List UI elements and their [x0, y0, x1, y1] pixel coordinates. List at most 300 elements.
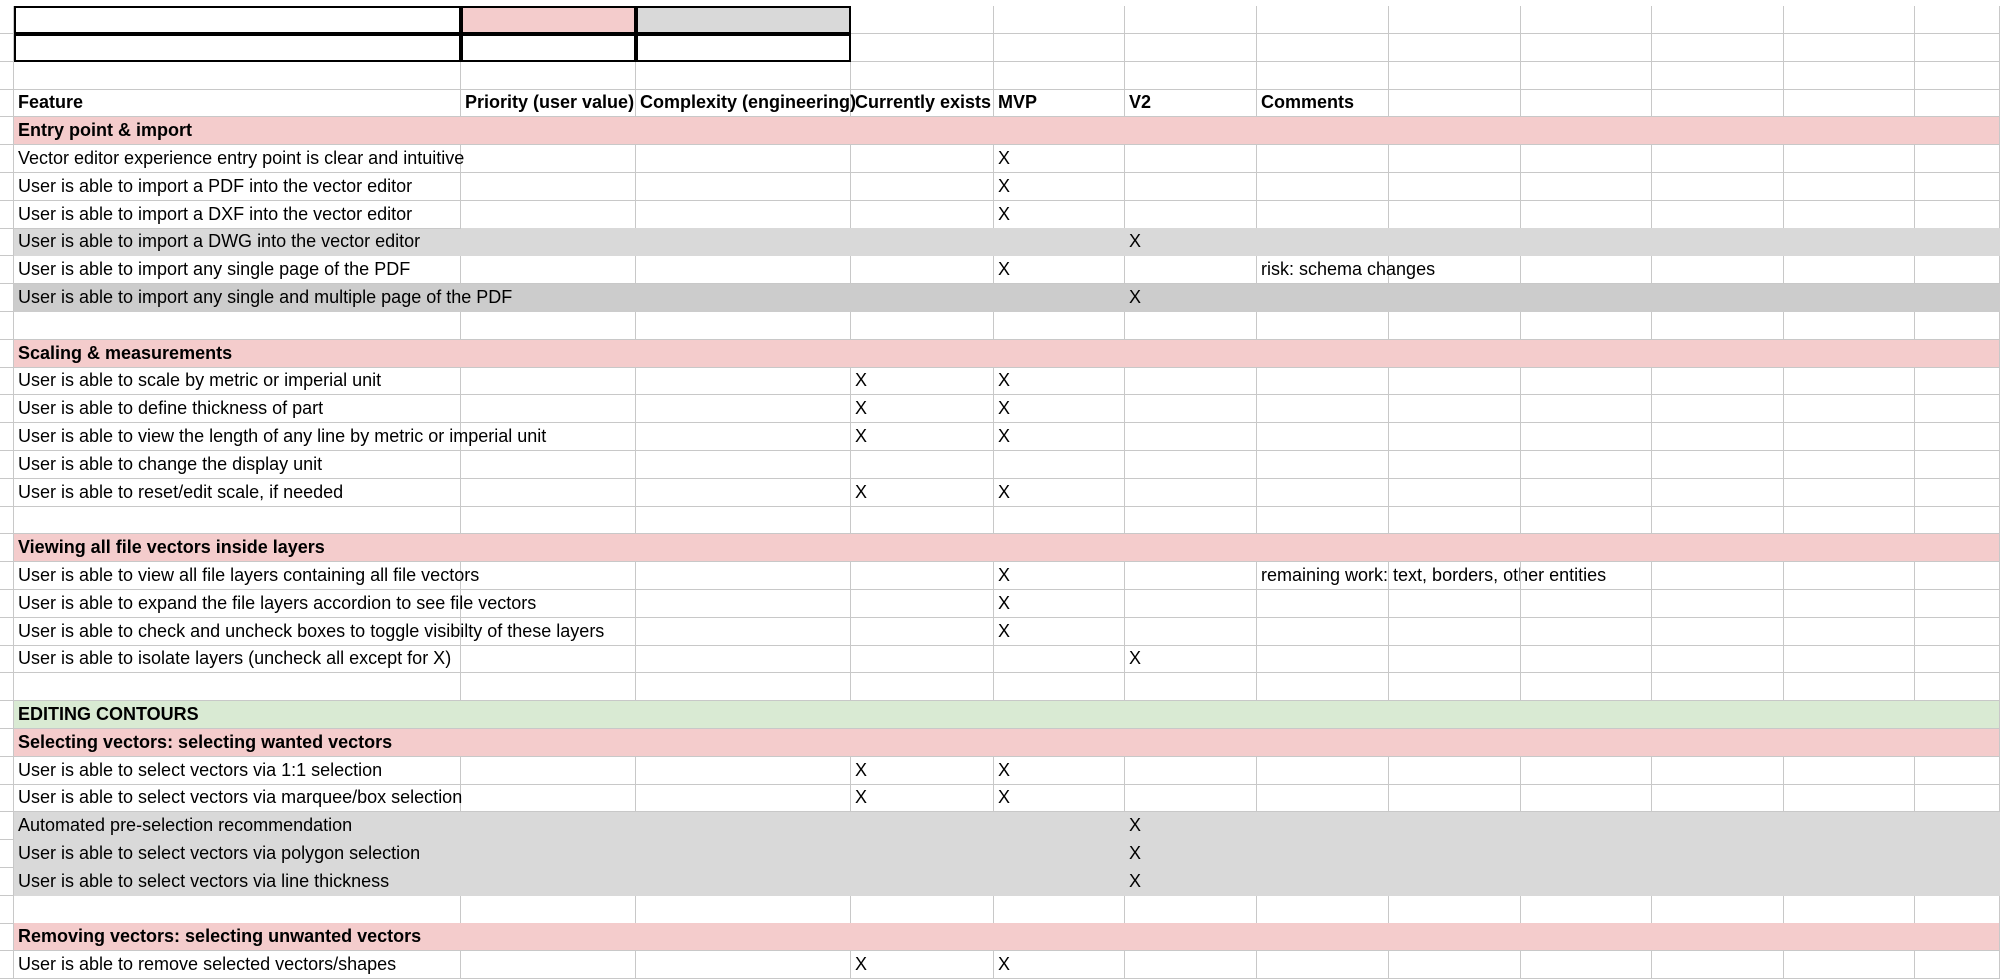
- cell[interactable]: [1652, 395, 1784, 423]
- cell[interactable]: [1389, 451, 1521, 479]
- v2-mark[interactable]: [1125, 562, 1257, 590]
- cell[interactable]: [1784, 673, 1915, 701]
- comment-cell[interactable]: [1257, 590, 1389, 618]
- mvp-mark[interactable]: X: [994, 562, 1125, 590]
- cell[interactable]: [1521, 757, 1652, 785]
- cell[interactable]: [1652, 62, 1784, 90]
- complexity-cell[interactable]: [636, 951, 851, 979]
- cell[interactable]: [1389, 506, 1521, 534]
- cell[interactable]: [994, 506, 1125, 534]
- mvp-mark[interactable]: X: [994, 367, 1125, 395]
- mvp-mark[interactable]: X: [994, 784, 1125, 812]
- cell[interactable]: [1257, 34, 1389, 62]
- cell[interactable]: [1521, 395, 1652, 423]
- cell[interactable]: [1784, 896, 1915, 924]
- cell[interactable]: [1389, 757, 1521, 785]
- cell[interactable]: [851, 312, 994, 340]
- cell[interactable]: [994, 62, 1125, 90]
- mvp-mark[interactable]: X: [994, 395, 1125, 423]
- currently-exists-mark[interactable]: [851, 256, 994, 284]
- currently-exists-mark[interactable]: X: [851, 757, 994, 785]
- comment-cell[interactable]: [1257, 645, 1389, 673]
- v2-mark[interactable]: [1125, 173, 1257, 201]
- row-gutter[interactable]: [0, 145, 14, 173]
- cell[interactable]: [1784, 590, 1915, 618]
- cell[interactable]: [1521, 367, 1652, 395]
- section-title[interactable]: EDITING CONTOURS: [14, 701, 2000, 729]
- cell[interactable]: [1915, 590, 2000, 618]
- cell[interactable]: [636, 673, 851, 701]
- complexity-cell[interactable]: [636, 395, 851, 423]
- complexity-cell[interactable]: [636, 784, 851, 812]
- feature-text[interactable]: User is able to import any single page of the PDF: [14, 256, 461, 284]
- cell[interactable]: [1652, 951, 1784, 979]
- v2-mark[interactable]: [1125, 951, 1257, 979]
- comment-cell[interactable]: [1257, 201, 1389, 229]
- cell[interactable]: [1521, 201, 1652, 229]
- comment-cell[interactable]: [1257, 618, 1389, 646]
- currently-exists-mark[interactable]: [851, 451, 994, 479]
- cell[interactable]: [636, 62, 851, 90]
- cell[interactable]: [1784, 951, 1915, 979]
- cell[interactable]: [1521, 951, 1652, 979]
- feature-text[interactable]: User is able to import a DWG into the vector editor: [14, 228, 1125, 256]
- cell[interactable]: [1915, 757, 2000, 785]
- cell[interactable]: [1521, 784, 1652, 812]
- cell[interactable]: [851, 34, 994, 62]
- cell[interactable]: [0, 312, 14, 340]
- cell[interactable]: [1389, 173, 1521, 201]
- currently-exists-mark[interactable]: [851, 145, 994, 173]
- cell[interactable]: [1652, 34, 1784, 62]
- cell[interactable]: [0, 506, 14, 534]
- section-title[interactable]: Scaling & measurements: [14, 340, 2000, 368]
- v2-mark[interactable]: X: [1125, 840, 2000, 868]
- cell[interactable]: [1652, 645, 1784, 673]
- cell[interactable]: [1915, 479, 2000, 507]
- cell[interactable]: [994, 6, 1125, 34]
- cell[interactable]: [1915, 423, 2000, 451]
- cell[interactable]: [1784, 34, 1915, 62]
- currently-exists-mark[interactable]: X: [851, 784, 994, 812]
- priority-cell[interactable]: [461, 451, 636, 479]
- cell[interactable]: [1784, 312, 1915, 340]
- row-gutter[interactable]: [0, 256, 14, 284]
- complexity-cell[interactable]: [636, 201, 851, 229]
- feature-text[interactable]: User is able to select vectors via 1:1 selection: [14, 757, 461, 785]
- complexity-cell[interactable]: [636, 479, 851, 507]
- comment-cell[interactable]: [1257, 145, 1389, 173]
- cell[interactable]: [994, 312, 1125, 340]
- feature-text[interactable]: Automated pre-selection recommendation: [14, 812, 1125, 840]
- complexity-cell[interactable]: [636, 367, 851, 395]
- header-currently-exists[interactable]: Currently exists: [851, 89, 994, 117]
- complexity-cell[interactable]: [636, 618, 851, 646]
- cell[interactable]: [1389, 6, 1521, 34]
- cell[interactable]: [994, 673, 1125, 701]
- priority-cell[interactable]: [461, 784, 636, 812]
- row-gutter[interactable]: [0, 117, 14, 145]
- cell[interactable]: [1652, 256, 1784, 284]
- mvp-mark[interactable]: X: [994, 479, 1125, 507]
- feature-text[interactable]: User is able to view the length of any line by metric or imperial unit: [14, 423, 461, 451]
- cell[interactable]: [1521, 451, 1652, 479]
- complexity-cell[interactable]: [636, 256, 851, 284]
- section-title[interactable]: Selecting vectors: selecting wanted vectors: [14, 729, 2000, 757]
- cell[interactable]: [14, 62, 461, 90]
- cell[interactable]: [1652, 562, 1784, 590]
- cell[interactable]: [1389, 951, 1521, 979]
- mvp-mark[interactable]: [994, 645, 1125, 673]
- feature-text[interactable]: User is able to view all file layers containing all file vectors: [14, 562, 461, 590]
- cell[interactable]: [1521, 645, 1652, 673]
- feature-text[interactable]: User is able to isolate layers (uncheck all except for X): [14, 645, 461, 673]
- cell[interactable]: [1915, 312, 2000, 340]
- row-gutter[interactable]: [0, 201, 14, 229]
- feature-text[interactable]: User is able to define thickness of part: [14, 395, 461, 423]
- cell[interactable]: [461, 673, 636, 701]
- cell[interactable]: [1389, 145, 1521, 173]
- feature-text[interactable]: User is able to change the display unit: [14, 451, 461, 479]
- v2-mark[interactable]: X: [1125, 812, 2000, 840]
- cell[interactable]: [1652, 423, 1784, 451]
- mvp-mark[interactable]: X: [994, 618, 1125, 646]
- cell[interactable]: [1652, 451, 1784, 479]
- mvp-mark[interactable]: X: [994, 173, 1125, 201]
- cell[interactable]: [1389, 645, 1521, 673]
- cell[interactable]: [851, 673, 994, 701]
- row-gutter[interactable]: [0, 89, 14, 117]
- v2-mark[interactable]: [1125, 590, 1257, 618]
- cell[interactable]: [1521, 479, 1652, 507]
- header-v2[interactable]: V2: [1125, 89, 1257, 117]
- cell[interactable]: [1652, 89, 1784, 117]
- cell[interactable]: [1652, 784, 1784, 812]
- cell[interactable]: [1521, 423, 1652, 451]
- feature-text[interactable]: User is able to check and uncheck boxes to toggle visibilty of these layers: [14, 618, 461, 646]
- cell[interactable]: [1389, 89, 1521, 117]
- priority-cell[interactable]: [461, 395, 636, 423]
- cell[interactable]: [1784, 201, 1915, 229]
- cell[interactable]: [14, 673, 461, 701]
- row-gutter[interactable]: [0, 367, 14, 395]
- cell[interactable]: [0, 896, 14, 924]
- cell[interactable]: [1784, 395, 1915, 423]
- cell[interactable]: [1784, 173, 1915, 201]
- cell[interactable]: [1389, 673, 1521, 701]
- complexity-cell[interactable]: [636, 451, 851, 479]
- cell[interactable]: [1784, 757, 1915, 785]
- currently-exists-mark[interactable]: [851, 618, 994, 646]
- row-gutter[interactable]: [0, 951, 14, 979]
- cell[interactable]: [1915, 395, 2000, 423]
- comment-cell[interactable]: [1257, 951, 1389, 979]
- cell[interactable]: [1125, 673, 1257, 701]
- feature-text[interactable]: User is able to import any single and multiple page of the PDF: [14, 284, 1125, 312]
- currently-exists-mark[interactable]: [851, 590, 994, 618]
- priority-cell[interactable]: [461, 173, 636, 201]
- cell[interactable]: [994, 34, 1125, 62]
- currently-exists-mark[interactable]: [851, 173, 994, 201]
- feature-text[interactable]: User is able to remove selected vectors/shapes: [14, 951, 461, 979]
- section-title[interactable]: Entry point & import: [14, 117, 2000, 145]
- mvp-mark[interactable]: X: [994, 256, 1125, 284]
- v2-mark[interactable]: [1125, 618, 1257, 646]
- feature-text[interactable]: User is able to import a DXF into the vector editor: [14, 201, 461, 229]
- cell[interactable]: [1652, 673, 1784, 701]
- row-gutter[interactable]: [0, 840, 14, 868]
- mvp-mark[interactable]: [994, 451, 1125, 479]
- cell[interactable]: [994, 896, 1125, 924]
- cell[interactable]: [1521, 312, 1652, 340]
- cell[interactable]: [1521, 6, 1652, 34]
- header-priority[interactable]: Priority (user value): [461, 89, 636, 117]
- cell[interactable]: [1915, 367, 2000, 395]
- row-gutter[interactable]: [0, 173, 14, 201]
- currently-exists-mark[interactable]: [851, 645, 994, 673]
- cell[interactable]: [1784, 367, 1915, 395]
- row-gutter[interactable]: [0, 701, 14, 729]
- row-gutter[interactable]: [0, 923, 14, 951]
- row-gutter[interactable]: [0, 479, 14, 507]
- cell[interactable]: [1125, 896, 1257, 924]
- cell[interactable]: [1521, 590, 1652, 618]
- cell[interactable]: [1652, 6, 1784, 34]
- comment-cell[interactable]: [1257, 367, 1389, 395]
- priority-cell[interactable]: [461, 201, 636, 229]
- cell[interactable]: [1652, 145, 1784, 173]
- priority-cell[interactable]: [461, 951, 636, 979]
- row-gutter[interactable]: [0, 784, 14, 812]
- row-gutter[interactable]: [0, 284, 14, 312]
- cell[interactable]: [1915, 562, 2000, 590]
- comment-cell[interactable]: [1257, 173, 1389, 201]
- header-complexity[interactable]: Complexity (engineering): [636, 89, 851, 117]
- cell[interactable]: [1125, 6, 1257, 34]
- cell[interactable]: [1784, 89, 1915, 117]
- cell[interactable]: [1389, 312, 1521, 340]
- complexity-cell[interactable]: [636, 757, 851, 785]
- cell[interactable]: [461, 312, 636, 340]
- cell[interactable]: [1652, 757, 1784, 785]
- cell[interactable]: [1915, 34, 2000, 62]
- key-feature-swatch[interactable]: [461, 6, 636, 34]
- cell[interactable]: [636, 896, 851, 924]
- cell[interactable]: [1652, 618, 1784, 646]
- currently-exists-mark[interactable]: X: [851, 479, 994, 507]
- cell[interactable]: [1389, 423, 1521, 451]
- row-gutter[interactable]: [0, 562, 14, 590]
- cell[interactable]: [1125, 34, 1257, 62]
- cell[interactable]: [851, 506, 994, 534]
- priority-cell[interactable]: [461, 645, 636, 673]
- cell[interactable]: [851, 62, 994, 90]
- v2-mark[interactable]: X: [1125, 645, 1257, 673]
- cell[interactable]: [1521, 562, 1652, 590]
- key-v2-swatch[interactable]: [636, 6, 851, 34]
- row-gutter[interactable]: [0, 340, 14, 368]
- cell[interactable]: [1784, 145, 1915, 173]
- key-empty-cell[interactable]: [636, 34, 851, 62]
- currently-exists-mark[interactable]: X: [851, 395, 994, 423]
- comment-cell[interactable]: [1257, 479, 1389, 507]
- row-gutter[interactable]: [0, 34, 14, 62]
- cell[interactable]: [1784, 256, 1915, 284]
- comment-cell[interactable]: [1257, 423, 1389, 451]
- currently-exists-mark[interactable]: X: [851, 423, 994, 451]
- feature-text[interactable]: User is able to select vectors via polygon selection: [14, 840, 1125, 868]
- v2-mark[interactable]: [1125, 784, 1257, 812]
- cell[interactable]: [14, 896, 461, 924]
- key-empty-cell[interactable]: [14, 34, 461, 62]
- cell[interactable]: [1915, 62, 2000, 90]
- cell[interactable]: [1389, 590, 1521, 618]
- cell[interactable]: [1521, 506, 1652, 534]
- mvp-mark[interactable]: X: [994, 201, 1125, 229]
- key-empty-cell[interactable]: [461, 34, 636, 62]
- cell[interactable]: [1915, 451, 2000, 479]
- comment-cell[interactable]: remaining work: text, borders, other entities: [1257, 562, 1389, 590]
- comment-cell[interactable]: [1257, 395, 1389, 423]
- comment-cell[interactable]: [1257, 784, 1389, 812]
- section-title[interactable]: Removing vectors: selecting unwanted vectors: [14, 923, 2000, 951]
- feature-text[interactable]: User is able to expand the file layers accordion to see file vectors: [14, 590, 461, 618]
- cell[interactable]: [14, 506, 461, 534]
- priority-cell[interactable]: [461, 145, 636, 173]
- cell[interactable]: [1784, 451, 1915, 479]
- cell[interactable]: [1784, 784, 1915, 812]
- currently-exists-mark[interactable]: [851, 562, 994, 590]
- cell[interactable]: [1125, 312, 1257, 340]
- row-gutter[interactable]: [0, 618, 14, 646]
- mvp-mark[interactable]: X: [994, 145, 1125, 173]
- key-label-cell[interactable]: [14, 6, 461, 34]
- cell[interactable]: [1915, 89, 2000, 117]
- row-gutter[interactable]: [0, 395, 14, 423]
- complexity-cell[interactable]: [636, 645, 851, 673]
- currently-exists-mark[interactable]: [851, 201, 994, 229]
- mvp-mark[interactable]: X: [994, 757, 1125, 785]
- cell[interactable]: [1784, 479, 1915, 507]
- cell[interactable]: [461, 896, 636, 924]
- cell[interactable]: [1521, 673, 1652, 701]
- row-gutter[interactable]: [0, 812, 14, 840]
- cell[interactable]: [1389, 256, 1521, 284]
- cell[interactable]: [1389, 395, 1521, 423]
- complexity-cell[interactable]: [636, 145, 851, 173]
- cell[interactable]: [1652, 367, 1784, 395]
- complexity-cell[interactable]: [636, 590, 851, 618]
- v2-mark[interactable]: [1125, 367, 1257, 395]
- cell[interactable]: [1125, 62, 1257, 90]
- header-feature[interactable]: Feature: [14, 89, 461, 117]
- currently-exists-mark[interactable]: X: [851, 951, 994, 979]
- row-gutter[interactable]: [0, 6, 14, 34]
- cell[interactable]: [1652, 479, 1784, 507]
- cell[interactable]: [851, 6, 994, 34]
- row-gutter[interactable]: [0, 534, 14, 562]
- cell[interactable]: [1784, 562, 1915, 590]
- feature-text[interactable]: User is able to select vectors via marquee/box selection: [14, 784, 461, 812]
- v2-mark[interactable]: [1125, 423, 1257, 451]
- cell[interactable]: [1389, 896, 1521, 924]
- cell[interactable]: [1521, 145, 1652, 173]
- priority-cell[interactable]: [461, 367, 636, 395]
- priority-cell[interactable]: [461, 479, 636, 507]
- v2-mark[interactable]: [1125, 256, 1257, 284]
- cell[interactable]: [1784, 423, 1915, 451]
- feature-text[interactable]: User is able to scale by metric or imperial unit: [14, 367, 461, 395]
- priority-cell[interactable]: [461, 256, 636, 284]
- row-gutter[interactable]: [0, 868, 14, 896]
- cell[interactable]: [1784, 62, 1915, 90]
- cell[interactable]: [461, 62, 636, 90]
- row-gutter[interactable]: [0, 423, 14, 451]
- complexity-cell[interactable]: [636, 423, 851, 451]
- cell[interactable]: [1389, 34, 1521, 62]
- cell[interactable]: [1652, 506, 1784, 534]
- cell[interactable]: [1257, 62, 1389, 90]
- cell[interactable]: [1389, 367, 1521, 395]
- feature-text[interactable]: User is able to import a PDF into the vector editor: [14, 173, 461, 201]
- mvp-mark[interactable]: X: [994, 951, 1125, 979]
- v2-mark[interactable]: [1125, 201, 1257, 229]
- cell[interactable]: [1521, 618, 1652, 646]
- cell[interactable]: [1521, 896, 1652, 924]
- row-gutter[interactable]: [0, 729, 14, 757]
- cell[interactable]: [636, 312, 851, 340]
- priority-cell[interactable]: [461, 757, 636, 785]
- cell[interactable]: [1389, 784, 1521, 812]
- cell[interactable]: [1257, 506, 1389, 534]
- cell[interactable]: [1521, 62, 1652, 90]
- cell[interactable]: [1652, 590, 1784, 618]
- cell[interactable]: [1915, 618, 2000, 646]
- cell[interactable]: [1257, 896, 1389, 924]
- feature-text[interactable]: Vector editor experience entry point is clear and intuitive: [14, 145, 461, 173]
- currently-exists-mark[interactable]: X: [851, 367, 994, 395]
- feature-text[interactable]: User is able to select vectors via line thickness: [14, 868, 1125, 896]
- cell[interactable]: [1257, 673, 1389, 701]
- row-gutter[interactable]: [0, 590, 14, 618]
- cell[interactable]: [1915, 506, 2000, 534]
- v2-mark[interactable]: [1125, 757, 1257, 785]
- complexity-cell[interactable]: [636, 562, 851, 590]
- cell[interactable]: [1784, 6, 1915, 34]
- cell[interactable]: [1784, 645, 1915, 673]
- v2-mark[interactable]: [1125, 145, 1257, 173]
- row-gutter[interactable]: [0, 228, 14, 256]
- cell[interactable]: [1125, 506, 1257, 534]
- cell[interactable]: [1915, 256, 2000, 284]
- cell[interactable]: [1257, 312, 1389, 340]
- cell[interactable]: [1784, 618, 1915, 646]
- cell[interactable]: [1389, 562, 1521, 590]
- cell[interactable]: [0, 62, 14, 90]
- row-gutter[interactable]: [0, 645, 14, 673]
- cell[interactable]: [1652, 896, 1784, 924]
- cell[interactable]: [1389, 618, 1521, 646]
- cell[interactable]: [636, 506, 851, 534]
- v2-mark[interactable]: X: [1125, 284, 2000, 312]
- cell[interactable]: [1915, 784, 2000, 812]
- section-title[interactable]: Viewing all file vectors inside layers: [14, 534, 2000, 562]
- cell[interactable]: [1652, 312, 1784, 340]
- cell[interactable]: [1915, 645, 2000, 673]
- cell[interactable]: [1784, 506, 1915, 534]
- cell[interactable]: [0, 673, 14, 701]
- cell[interactable]: [1389, 62, 1521, 90]
